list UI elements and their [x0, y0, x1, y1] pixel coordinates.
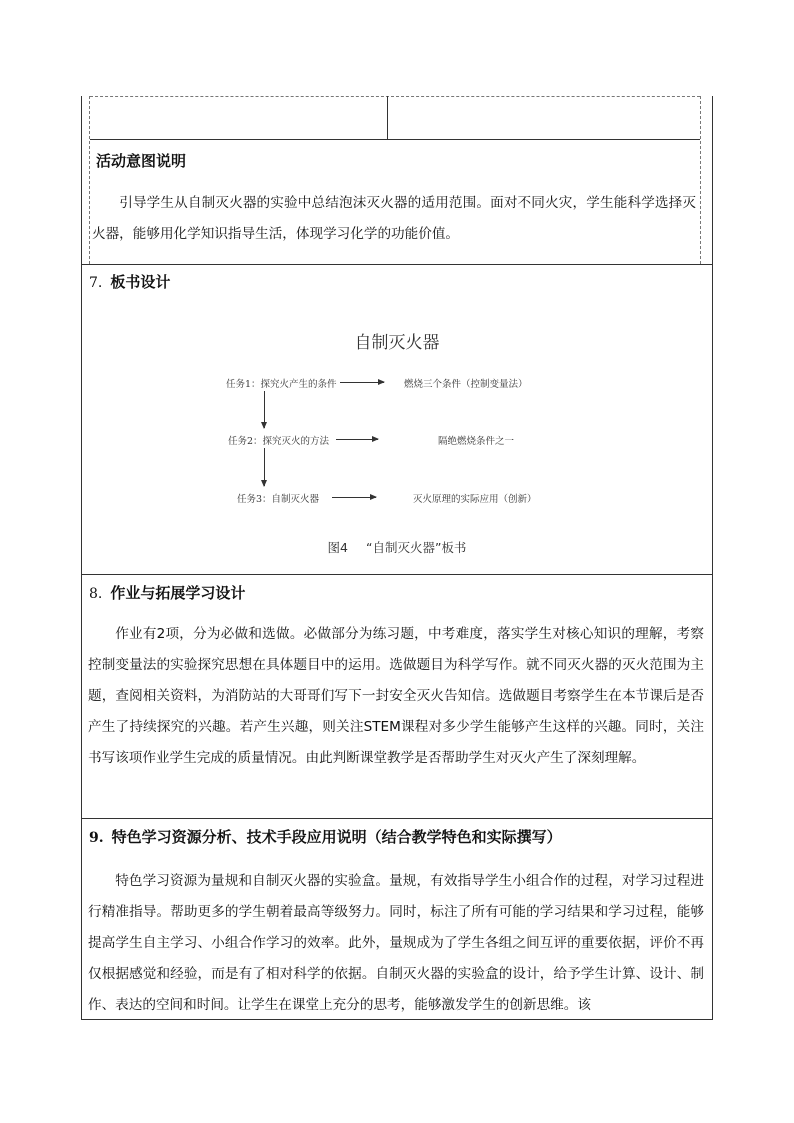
homework-heading-text: 作业与拓展学习设计 [110, 584, 246, 602]
task-1-result: 燃烧三个条件（控制变量法） [404, 379, 528, 390]
board-heading-number: 7. [89, 275, 103, 291]
subtable-column-divider [387, 96, 388, 140]
task-1-to-2-arrow [264, 391, 265, 428]
task-2-result: 隔绝燃烧条件之一 [438, 436, 515, 447]
task-2-to-3-arrow [264, 448, 265, 486]
resources-heading-text: 特色学习资源分析、技术手段应用说明（结合教学特色和实际撰写） [111, 828, 562, 846]
activity-heading: 活动意图说明 [96, 152, 187, 170]
task-1-arrow [340, 382, 384, 383]
task-3-arrow [332, 497, 376, 498]
resources-text: 特色学习资源为量规和自制灭火器的实验盒。量规，有效指导学生小组合作的过程，对学习过程进行精准指导。帮助更多的学生朝着最高等级努力。同时，标注了所有可能的学习结果和学习过程，能够提高学生自主学习、小组合作学习的效率。此外，量规成为了学生各组之间互评的重要依据，评价不再仅根据感觉和经验，而是有了相对科学的依据。自制灭火器的实验盒的设计，给予学生计算、设计、制作、表达的空间和时间。让学生在课堂上充分的思考，能够激发学生的创新思维。该 [88, 873, 704, 1013]
section-divider [81, 818, 713, 819]
task-2-arrow [336, 439, 378, 440]
activity-text: 引导学生从自制灭火器的实验中总结泡沫灭火器的适用范围。面对不同火灾，学生能科学选择灭火器，能够用化学知识指导生活，体现学习化学的功能价值。 [92, 195, 696, 242]
section-divider [81, 574, 713, 575]
subtable-empty-row [90, 96, 700, 140]
homework-heading [89, 582, 245, 603]
homework-text: 作业有2项，分为必做和选做。必做部分为练习题，中考难度，落实学生对核心知识的理解，考察控制变量法的实验探究思想在具体题目中的运用。选做题目为科学写作。就不同灭火器的灭火范围为主题，查阅相关资料，为消防站的大哥哥们写下一封安全灭火告知信。选做题目考察学生在本节课后是否产生了持续探究的兴趣。若产生兴趣，则关注STEM课程对多少学生能够产生这样的兴趣。同时，关注书写该项作业学生完成的质量情况。由此判断课堂教学是否帮助学生对灭火产生了深刻理解。 [88, 626, 704, 766]
board-title: 自制灭火器 [354, 333, 440, 353]
resources-heading [89, 826, 562, 847]
task-3-label: 任务3：自制灭火器 [237, 494, 320, 505]
task-1-label: 任务1：探究火产生的条件 [226, 379, 337, 390]
section-divider [81, 264, 713, 265]
board-heading-text: 板书设计 [110, 273, 171, 291]
task-2-label: 任务2：探究灭火的方法 [228, 436, 330, 447]
resources-heading-number: 9. [89, 830, 104, 846]
homework-heading-number: 8. [89, 586, 103, 602]
board-heading [89, 271, 170, 292]
task-3-result: 灭火原理的实际应用（创新） [413, 494, 537, 505]
figure-caption: 图4 “自制灭火器”板书 [327, 540, 467, 555]
